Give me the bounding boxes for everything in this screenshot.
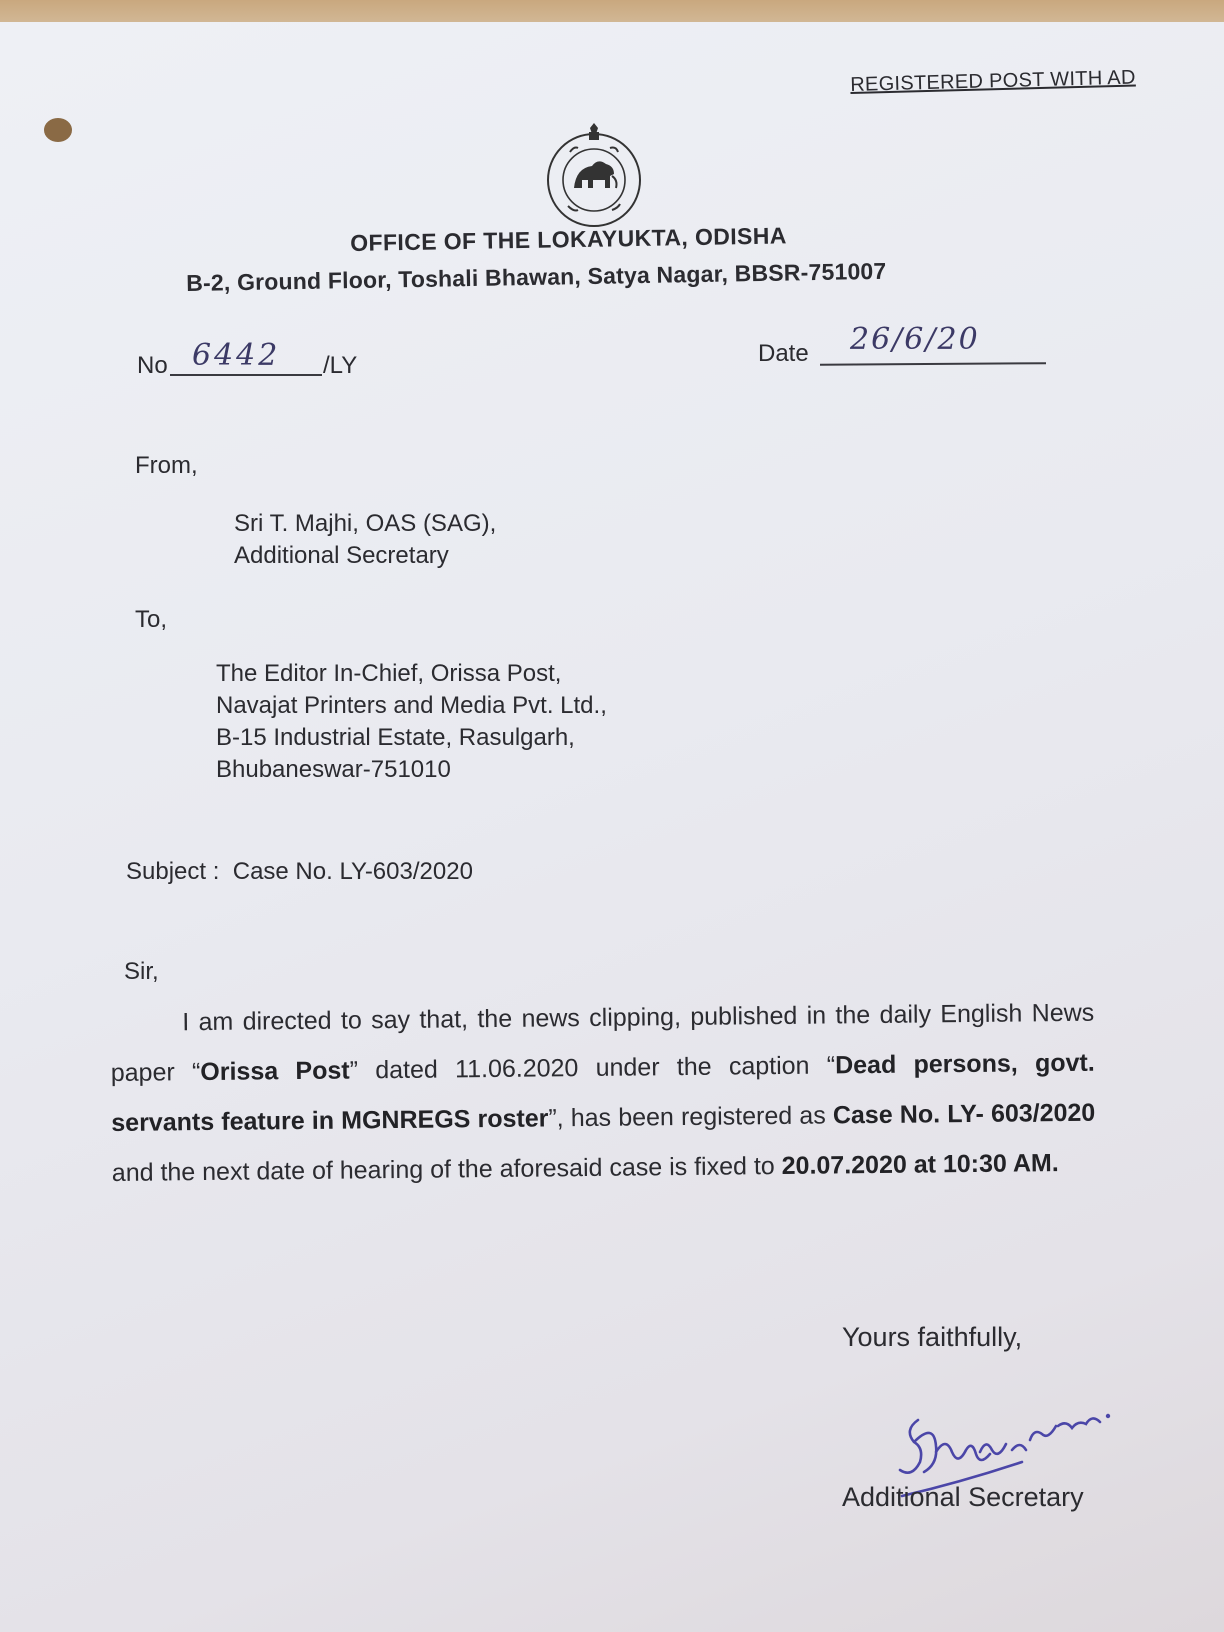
- body-paragraph: [110, 988, 1096, 1198]
- body-text-3: ”, has been registered as: [548, 1101, 834, 1133]
- reference-no-label: No: [137, 352, 168, 379]
- valediction: Yours faithfully,: [842, 1322, 1023, 1352]
- case-number: Case No. LY- 603/2020: [832, 1098, 1096, 1130]
- recipient-line: B-15 Industrial Estate, Rasulgarh,: [216, 724, 575, 751]
- reference-no-suffix: /LY: [323, 352, 358, 379]
- from-label: From,: [135, 452, 198, 479]
- recipient-line: Bhubaneswar-751010: [216, 756, 451, 783]
- reference-no-underline: [170, 374, 322, 376]
- letter-page: [0, 22, 1224, 1632]
- punch-hole: [44, 118, 72, 142]
- recipient-line: The Editor In-Chief, Orissa Post,: [216, 660, 562, 687]
- body-text-2: ” dated 11.06.2020 under the caption “: [349, 1051, 836, 1085]
- hearing-date: 20.07.2020 at 10:30 AM.: [781, 1149, 1059, 1180]
- subject-label: Subject :: [126, 858, 220, 885]
- post-mode-label: REGISTERED POST WITH AD: [850, 66, 1136, 96]
- sender-name: Sri T. Majhi, OAS (SAG),: [234, 510, 497, 537]
- office-address: B-2, Ground Floor, Toshali Bhawan, Satya Nagar, BBSR-751007: [186, 257, 887, 296]
- signatory-designation: Additional Secretary: [842, 1482, 1084, 1512]
- to-label: To,: [135, 606, 168, 633]
- salutation: Sir,: [124, 958, 159, 985]
- subject-text: Case No. LY-603/2020: [232, 858, 473, 885]
- body-text-4: and the next date of hearing of the aforesaid case is fixed to: [111, 1151, 782, 1187]
- newspaper-name: Orissa Post: [200, 1056, 350, 1087]
- sender-designation: Additional Secretary: [234, 542, 449, 569]
- reference-no-handwritten: 6442: [192, 338, 281, 373]
- office-title: OFFICE OF THE LOKAYUKTA, ODISHA: [350, 222, 788, 256]
- body-text-1: I am directed to say that, the news clipping, published in the daily English News paper “: [110, 998, 1095, 1087]
- news-caption: Dead persons, govt. servants feature in MGNREGS roster: [111, 1048, 1095, 1137]
- state-emblem-icon: [540, 122, 648, 230]
- subject-line: [126, 858, 473, 886]
- date-underline: [820, 362, 1046, 366]
- date-handwritten: 26/6/20: [850, 322, 980, 357]
- recipient-line: Navajat Printers and Media Pvt. Ltd.,: [216, 692, 607, 719]
- date-label: Date: [758, 340, 809, 367]
